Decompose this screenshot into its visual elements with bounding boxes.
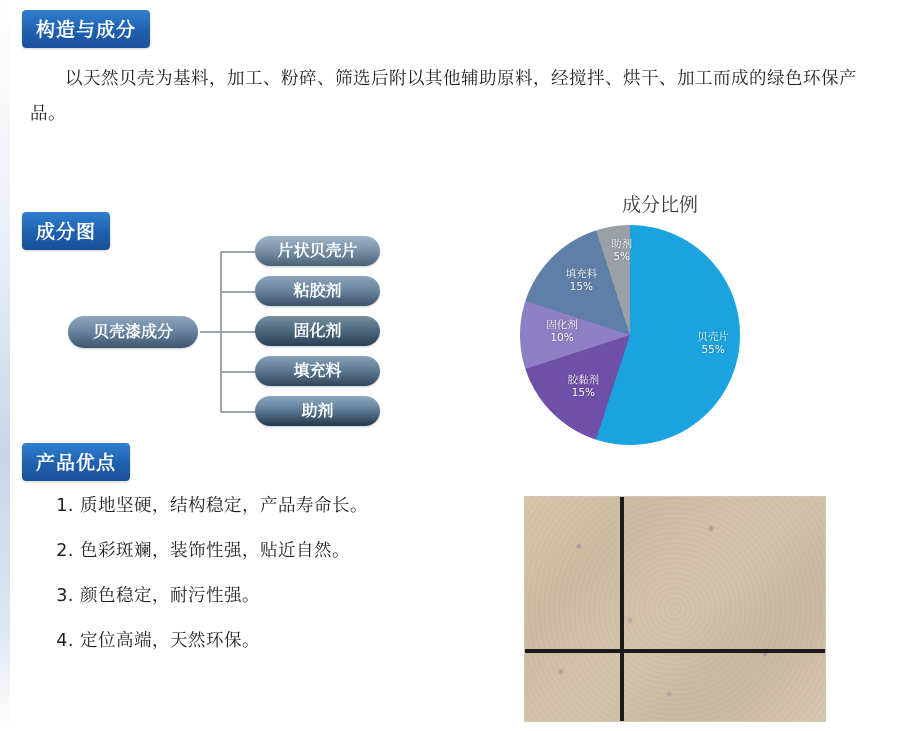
tree-connector-branch	[220, 371, 256, 373]
list-item: 4. 定位高端，天然环保。	[80, 627, 488, 652]
tree-connector-root	[200, 331, 222, 333]
pie-chart-title: 成分比例	[621, 194, 698, 216]
section-tag-composition: 成分图	[22, 212, 110, 250]
tree-node-shell-flake: 片状贝壳片	[255, 236, 380, 266]
pie-slice-label-filler: 填充料 15%	[565, 268, 598, 294]
tree-connector-branch	[220, 291, 256, 293]
list-item: 3. 颜色稳定，耐污性强。	[80, 582, 488, 607]
left-edge-decoration	[0, 0, 10, 731]
composition-pie-chart	[495, 190, 885, 460]
section-tag-structure: 构造与成分	[22, 10, 150, 48]
list-item: 2. 色彩斑斓，装饰性强，贴近自然。	[80, 537, 488, 562]
pie-slice-label-curing: 固化剂 10%	[546, 319, 578, 345]
list-item: 1. 质地坚硬，结构稳定，产品寿命长。	[80, 492, 488, 517]
tree-connector-branch	[220, 411, 256, 413]
tree-node-curing-agent: 固化剂	[255, 316, 380, 346]
pie-slice-label-shell: 贝壳片 55%	[697, 331, 729, 357]
intro-paragraph: 以天然贝壳为基料，加工、粉碎、筛选后附以其他辅助原料，经搅拌、烘干、加工而成的绿色环保产品。	[30, 69, 857, 124]
tree-root-node: 贝壳漆成分	[68, 316, 198, 348]
photo-grout-line-vertical	[620, 497, 624, 721]
tree-node-adhesive: 粘胶剂	[255, 276, 380, 306]
product-texture-photo	[525, 497, 825, 721]
advantages-list	[58, 492, 488, 672]
pie-slice-label-additive: 助剂 5%	[611, 237, 633, 263]
section-tag-advantages: 产品优点	[22, 443, 130, 481]
photo-grout-line-horizontal	[525, 649, 825, 653]
tree-connector-branch	[220, 251, 256, 253]
composition-tree-diagram	[60, 236, 480, 441]
tree-node-filler: 填充料	[255, 356, 380, 386]
pie-slice-label-adhesive: 胶黏剂 15%	[567, 373, 600, 399]
tree-connector-branch	[220, 331, 256, 333]
tree-node-additive: 助剂	[255, 396, 380, 426]
